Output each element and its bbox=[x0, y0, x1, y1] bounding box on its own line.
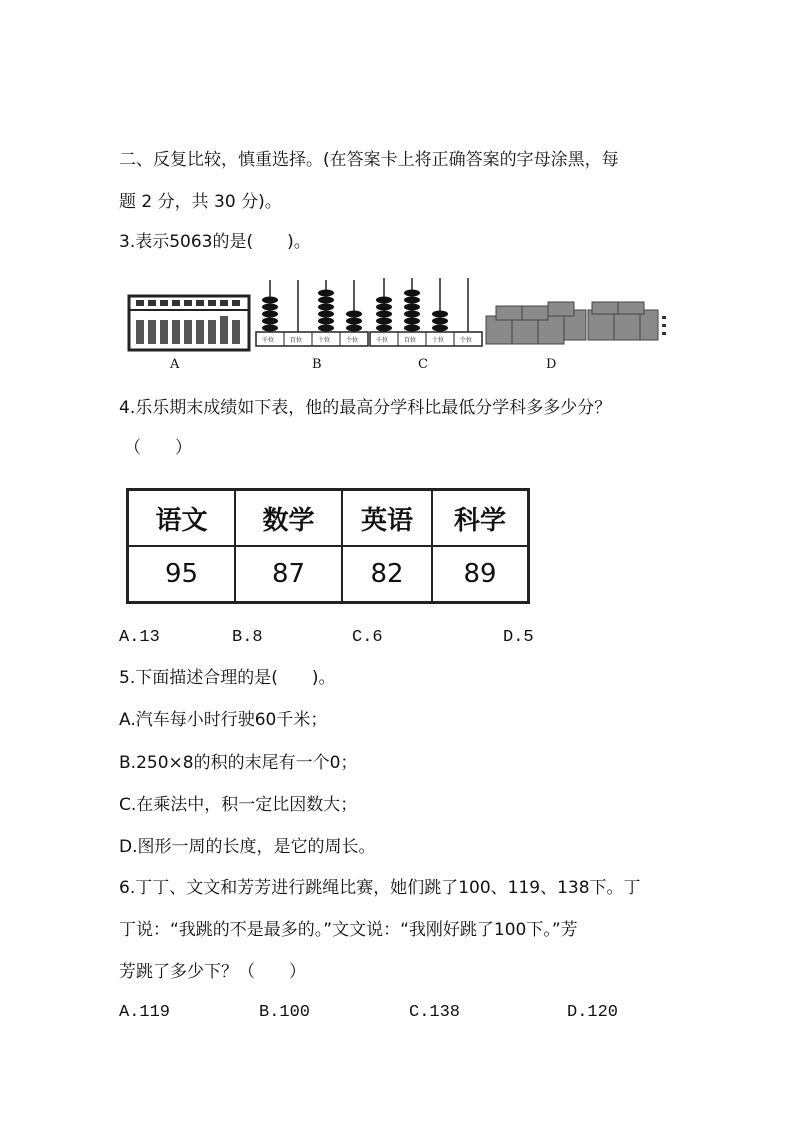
place-label-ones-b: 个位 bbox=[346, 337, 359, 344]
q5-option-c[interactable]: C.在乘法中，积一定比因数大； bbox=[119, 795, 358, 815]
question-3-stem: 3.表示5063的是( )。 bbox=[119, 232, 311, 252]
q6-option-c[interactable]: C.138 bbox=[409, 1003, 461, 1022]
place-label-thousands-c: 千位 bbox=[376, 337, 389, 344]
table-header-row bbox=[128, 490, 529, 547]
score-english: 82 bbox=[342, 546, 432, 603]
header-science: 科学 bbox=[432, 490, 529, 547]
question-6-line2: 丁说：“我跳的不是最多的。”文文说：“我刚好跳了100下。”芳 bbox=[119, 920, 578, 940]
section-heading-line1: 二、反复比较，慎重选择。(在答案卡上将正确答案的字母涂黑，每 bbox=[119, 150, 619, 170]
q5-option-a[interactable]: A.汽车每小时行驶60千米； bbox=[119, 710, 328, 730]
score-math: 87 bbox=[235, 546, 342, 603]
abacus-figure-b bbox=[256, 280, 368, 372]
abacus-figure-a bbox=[129, 296, 249, 372]
score-chinese: 95 bbox=[128, 546, 236, 603]
section-heading-line2: 题 2 分，共 30 分)。 bbox=[119, 192, 282, 212]
figure-label-d: D bbox=[546, 357, 557, 372]
header-math: 数学 bbox=[235, 490, 342, 547]
table-score-row bbox=[128, 546, 529, 603]
place-label-tens-c: 十位 bbox=[432, 337, 445, 344]
figure-label-c: C bbox=[418, 357, 428, 372]
question-3-figures bbox=[124, 272, 672, 372]
place-label-hundreds-b: 百位 bbox=[290, 337, 303, 344]
q4-option-a[interactable]: A.13 bbox=[119, 628, 160, 647]
place-label-ones-c: 个位 bbox=[460, 337, 473, 344]
question-5-stem: 5.下面描述合理的是( )。 bbox=[119, 668, 336, 688]
header-chinese: 语文 bbox=[128, 490, 236, 547]
question-6-line3: 芳跳了多少下？（ ） bbox=[119, 962, 306, 982]
score-science: 89 bbox=[432, 546, 529, 603]
q5-option-b[interactable]: B.250×8的积的末尾有一个0； bbox=[119, 753, 358, 773]
q6-option-b[interactable]: B.100 bbox=[259, 1003, 311, 1022]
figure-label-a: A bbox=[170, 357, 180, 372]
q4-option-b[interactable]: B.8 bbox=[232, 628, 263, 647]
abacus-figure-c bbox=[370, 278, 482, 372]
q6-option-d[interactable]: D.120 bbox=[567, 1003, 619, 1022]
place-label-tens-b: 十位 bbox=[318, 337, 331, 344]
score-table bbox=[126, 488, 530, 604]
question-6-line1: 6.丁丁、文文和芳芳进行跳绳比赛，她们跳了100、119、138下。丁 bbox=[119, 878, 641, 898]
place-label-hundreds-c: 百位 bbox=[404, 337, 417, 344]
q5-option-d[interactable]: D.图形一周的长度，是它的周长。 bbox=[119, 837, 376, 857]
place-label-thousands-b: 千位 bbox=[262, 337, 275, 344]
question-4-stem: 4.乐乐期末成绩如下表，他的最高分学科比最低分学科多多少分？ bbox=[119, 398, 612, 418]
q4-option-d[interactable]: D.5 bbox=[503, 628, 534, 647]
q4-option-c[interactable]: C.6 bbox=[352, 628, 383, 647]
question-4-answer-paren: （ ） bbox=[124, 438, 192, 458]
q6-option-a[interactable]: A.119 bbox=[119, 1003, 171, 1022]
figure-label-b: B bbox=[312, 357, 322, 372]
cube-blocks-figure-d bbox=[486, 302, 666, 372]
header-english: 英语 bbox=[342, 490, 432, 547]
